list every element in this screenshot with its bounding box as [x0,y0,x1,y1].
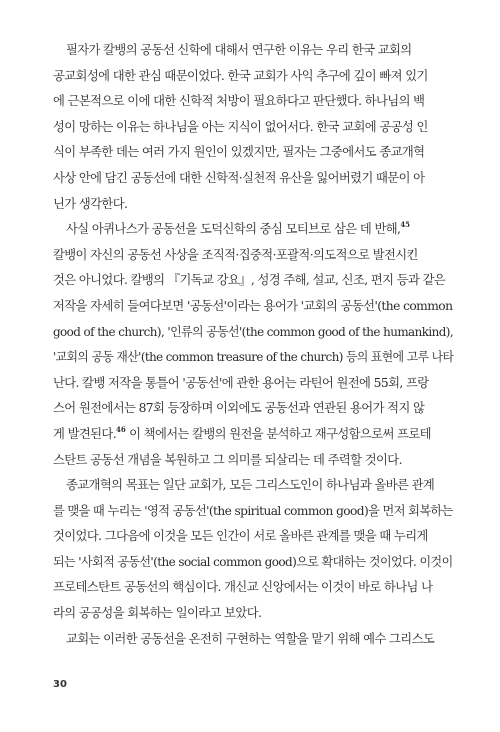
line-text: 교회는 이러한 공동선을 온전히 구현하는 역할을 맡기 위해 예수 그리스도 [66,631,435,646]
text-line [53,550,453,576]
line-text: 난다. 칼뱅 저작을 통틀어 '공동선'에 관한 용어는 라틴어 원전에 55회, 프랑 [53,375,429,390]
line-text: 를 맺을 때 누리는 '영적 공동선'(the spiritual common good)을 먼저 회복하는 [53,503,453,518]
line-text: 라의 공공성을 회복하는 일이라고 보았다. [53,606,262,621]
text-line [53,115,453,141]
text-line [53,499,453,525]
line-text: 종교개혁의 목표는 일단 교회가, 모든 그리스도인이 하나님과 올바른 관계 [66,478,435,493]
line-text: 스탄트 공동선 개념을 복원하고 그 의미를 되살리는 데 주력할 것이다. [53,452,402,467]
line-text-with-footnote [53,217,453,243]
text-line [53,524,453,550]
text-line [53,601,453,627]
line-text: '교회의 공동 재산'(the common treasure of the church) 등의 표현에 고루 나타 [53,350,454,365]
line-text: 성이 망하는 이유는 하나님을 아는 지식이 없어서다. 한국 교회에 공공성 인 [53,119,428,134]
text-line [53,140,453,166]
text-line [53,473,453,499]
line-text: 에 근본적으로 이에 대한 신학적 처방이 필요하다고 판단했다. 하나님의 백 [53,94,425,109]
line-text: 것이었다. 그다음에 이것을 모든 인간이 서로 올바른 관계를 맺을 때 누리게 [53,529,428,544]
text-line [53,166,453,192]
line-text: 저작을 자세히 들여다보면 '공동선'이라는 용어가 '교회의 공동선'(the common [53,298,453,313]
text-line [53,396,453,422]
line-text: 닌가 생각한다. [53,196,128,211]
text-line [53,422,453,448]
line-text: 칼뱅이 자신의 공동선 사상을 조직적·집중적·포괄적·의도적으로 발전시킨 [53,247,418,262]
text-line [53,371,453,397]
line-text: 사상 안에 담긴 공동선에 대한 신학적·실천적 유산을 잃어버렸기 때문이 아 [53,170,425,185]
line-text: 공교회성에 대한 관심 때문이었다. 한국 교회가 사익 추구에 깊이 빠져 있기 [53,68,428,83]
text-line [53,38,453,64]
text-line [53,243,453,269]
text-line [53,294,453,320]
text-line [53,320,453,346]
text-line [53,64,453,90]
text-line [53,268,453,294]
text-line [53,345,453,371]
line-text: 것은 아니었다. 칼뱅의 『기독교 강요』, 성경 주해, 설교, 신조, 편지 등과 같은 [53,273,446,288]
text-line [53,575,453,601]
footnote-marker: 45 [400,220,411,230]
line-text: 식이 부족한 데는 여러 가지 원인이 있겠지만, 필자는 그중에서도 종교개혁 [53,145,425,160]
text-line [53,89,453,115]
line-text: 되는 '사회적 공동선'(the social common good)으로 확대하는 것이었다. 이것이 [53,554,453,569]
line-text: 게 발견된다. [53,426,117,441]
text-line [53,627,453,653]
line-text: 프로테스탄트 공동선의 핵심이다. 개신교 신앙에서는 이것이 바로 하나님 나 [53,580,433,595]
text-line [53,192,453,218]
line-text: good of the church), '인류의 공동선'(the common good of the humankind), [53,324,454,339]
line-text: 이 책에서는 칼뱅의 원전을 분석하고 재구성함으로써 프로테 [125,426,431,441]
footnote-marker: 46 [116,424,126,434]
line-text: 사실 아퀴나스가 공동선을 도덕신학의 중심 모티브로 삼은 데 반해, [66,222,401,237]
line-text-with-footnote [53,422,453,448]
text-line [53,217,453,243]
text-line [53,448,453,474]
line-text: 스어 원전에서는 87회 등장하며 이외에도 공동선과 연관된 용어가 적지 않 [53,401,425,416]
line-text: 필자가 칼뱅의 공동선 신학에 대해서 연구한 이유는 우리 한국 교회의 [66,43,412,57]
page-number: 30 [53,679,67,690]
body-text [53,38,453,652]
